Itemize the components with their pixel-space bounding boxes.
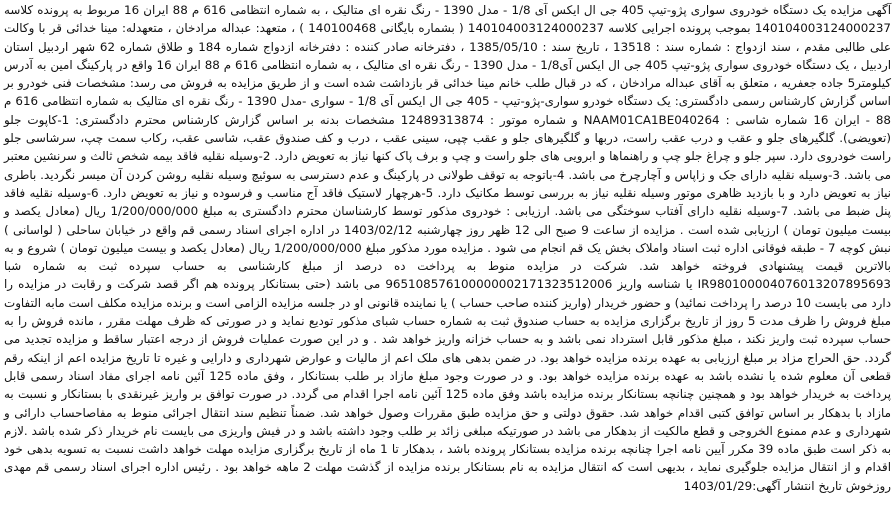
notice-paragraph: آگهی مزایده یک دستگاه خودروی سواری پژو-تیپ 405 جی ال ایکس آی 1/8 - مدل 1390 - رنگ نقره ای متالیک ، به شماره انتظامی 616 م 88 ایران 16 مربوط به پرونده کلاسه 140104003124000237 بموجب پرونده اجرایی کلاسه 140104003124000237 ( بشماره بایگانی 140100468 ) ، متعهد: عبداله مرادخان ، متعهدله: مینا خدائی قر با وکالت علی طالبی مقدم ، سند ازدواج : شماره سند : 13518 ، تاریخ سند : 1385/05/10 ، دفترخانه صادر کننده : دفترخانه ازدواج شماره 184 و طلاق شماره 62 شهر اردبیل استان اردبیل ، یک دستگاه خودروی سواری پژو-تیپ 405 جی ال ایکس آی1/8 - مدل 1390 - رنگ نقره ای متالیک ، به شماره انتظامی 616 م 88 ایران 16 واقع در پارکینگ امین به آدرس کیلومتر5 جاده جعفریه ، متعلق به آقای عبداله مرادخان ، که در قبال طلب خانم مینا خدائی قر بازداشت شده است و از طریق مزایده به فروش می رسد: مشخصات فنی خودرو بر اساس گزارش کارشناس رسمی دادگستری: یک دستگاه خودرو سواری-پژو-تیپ - 405 جی ال ایکس آی 1/8 - سواری -مدل 1390 - رنگ نقره ای متالیک به شماره انتظامی 616 م 88 - ایران 16 شماره شاسی : NAAM01CA1BE040264 و شماره موتور : 12489313874 مشخصات بدنه بر اساس گزارش کارشناس محترم دادگستری: 1-کاپوت جلو (تعویضی). گلگیرهای جلو و عقب و درب عقب راست، دربها و گلگیرهای جلو و عقب چپی، سینی عقب ، درب و کف صندوق عقب، شاسی عقب، رکاب سمت چپ، سرشاسی جلو راست خودروی دارد. سپر جلو و چراغ جلو چپ و راهنماها و ابرویی های جلو راست و چپ و برف پاک کنها نیاز به تعویض دارد. 2-وسیله نقلیه فاقد بیمه شخص ثالث و سرنشین معتبر می باشد. 3-وسیله نقلیه دارای جک و زاپاس و آچارچرخ می باشد. 4-باتوجه به توقف طولانی در پارکینگ و عدم دسترسی به سوئیچ وسیله نقلیه روشن کردن آن میسر نگردید. باطری نیاز به تعویض دارد و با بازدید ظاهری موتور وسیله نقلیه نیاز به بررسی توسط مکانیک دارد. 5-هرچهار لاستیک فاقد آج مناسب و فرسوده و نیاز به تعویض دارد. 6-وسیله نقلیه فاقد پنل ضبط می باشد. 7-وسیله نقلیه دارای آفتاب سوختگی می باشد. ارزیابی : خودروی مذکور توسط کارشناسان محترم دادگستری به مبلغ 1/200/000/000 ریال (معادل یکصد و بیست میلیون تومان ) ارزیابی شده است . مزایده از ساعت 9 صبح الی 12 ظهر روز چهارشنبه 1403/02/12 در اداره اجرای اسناد رسمی قم واقع در خیابان ساحلی ( لواسانی ) نبش کوچه 7 - طبقه فوقانی اداره ثبت اسناد واملاک بخش یک قم انجام می شود . مزایده مورد مذکور مبلغ 1/200/000/000 ریال (معادل یکصد و بیست میلیون تومان ) شروع و به بالاترین قیمت پیشنهادی فروخته خواهد شد. شرکت در مزایده منوط به پرداخت ده درصد از مبلغ کارشناسی به حساب سپرده ثبت به شماره شبا IR980100004076013207895693 یا شناسه واریز 965108576100000002171323512006 می باشد (حتی بستانکار پرونده هم اگر قصد شرکت و رقابت در مزایده را دارد می بایست 10 درصد را پرداخت نمائید) و حضور خریدار (واریز کننده صاحب حساب ) یا نماینده قانونی او در جلسه مزایده الزامی است و برنده مزایده مکلف است مابه التفاوت مبلغ فروش را ظرف مدت 5 روز از تاریخ برگزاری مزایده به حساب صندوق ثبت به شماره حساب شبای مذکور تودیع نماید و در صورتی که ظرف مهلت مقرر ، مانده فروش را به حساب سپرده ثبت واریز نکند ، مبلغ مذکور قابل استرداد نمی باشد و به حساب خزانه واریز خواهد شد . و در این صورت عملیات فروش از درجه اعتبار ساقط و مزایده تجدید می گردد. حق الحراج مزاد بر مبلغ ارزیابی به عهده برنده مزایده خواهد بود. در ضمن بدهی های ملک اعم از مالیات و عوارض شهرداری و دارایی و غیره تا تاریخ مزایده اعم از اینکه رقم قطعی آن معلوم شده یا نشده باشد به عهده برنده مزایده خواهد بود. و در صورت وجود مبلغ مازاد بر طلب بستانکار ، وفق ماده 125 آئین نامه اجرای مفاد اسناد رسمی قابل پرداخت به خریدار خواهد بود و همچنین چنانچه بستانکار برنده مزایده باشد وفق ماده 125 آئین نامه اجرا اقدام می گردد. در صورت توافق بر واریز غیرنقدی با بستانکار و نسبت به مازاد با بدهکار بر اساس توافق کتبی اقدام خواهد شد. حقوق دولتی و حق مزایده طبق مقررات وصول خواهد شد. ضمناً تنظیم سند انتقال اجرائی منوط به مفاصاحساب دارائی و شهرداری و عدم ممنوع الخروجی و قطع مالکیت از بدهکار می باشد در صورتیکه مبلغی زائد بر طلب وجود داشته باشد و در فیش واریزی می بایست نام خریدار ذکر شده باشد .لازم به ذکر است طبق ماده 39 مکرر آیین نامه اجرا چنانچه برنده مزایده بستانکار پرونده باشد ، بدهکار تا 1 ماه از تاریخ برگزاری مزایده مهلت خواهد داشت نسبت به تسویه بدهی خود اقدام و از انتقال مزایده جلوگیری نماید ، بدیهی است که انتقال مزایده به نام بستانکار برنده مزایده از گذشت مهلت 2 ماهه خواهد بود . رئیس اداره اجرای اسناد رسمی قم مهدی روزخوش تاریخ انتشار آگهی:1403/01/29 — [4, 3, 892, 493]
